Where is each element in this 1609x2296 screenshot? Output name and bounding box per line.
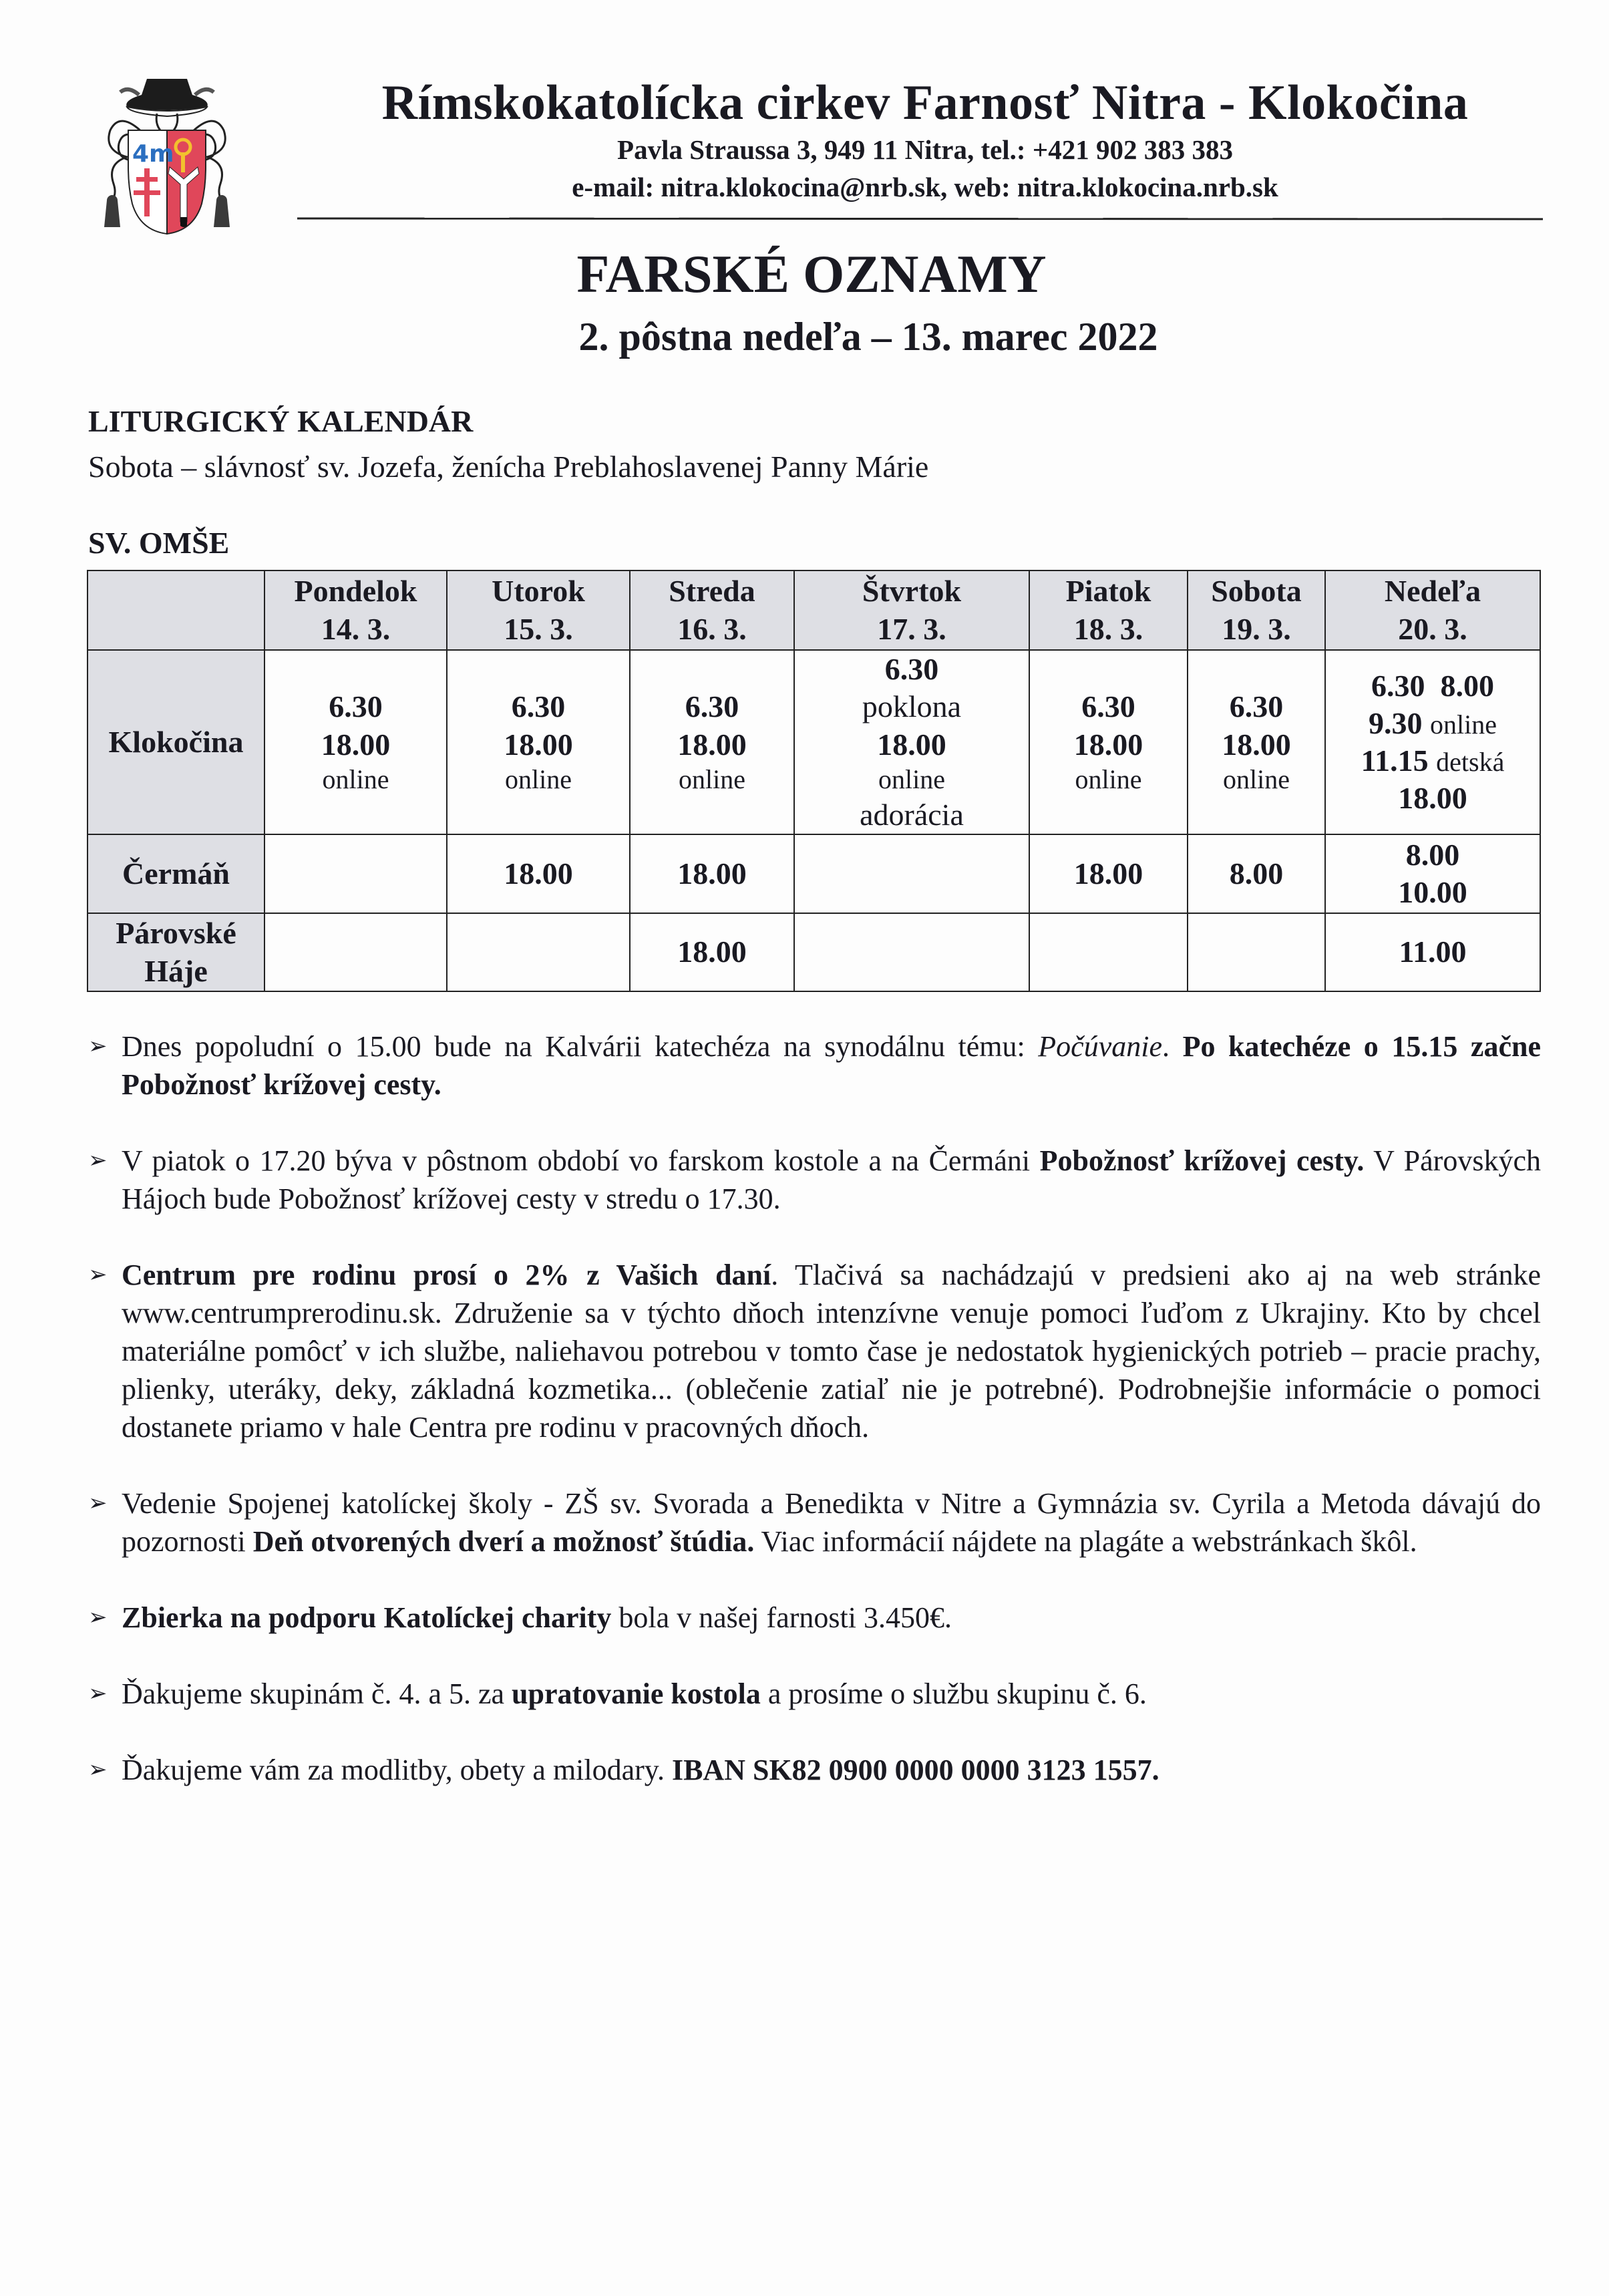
arrow-bullet-icon: ➢	[88, 1604, 108, 1631]
document-title: FARSKÉ OZNAMY	[576, 245, 1047, 304]
announcement-item: ➢ Ďakujeme vám za modlitby, obety a milodary. IBAN SK82 0900 0000 0000 3123 1557.	[88, 1751, 1541, 1789]
table-row-klokocina	[87, 650, 1540, 834]
mass-cell: 8.00 10.00	[1325, 834, 1540, 913]
mass-cell	[794, 834, 1029, 913]
arrow-bullet-icon: ➢	[88, 1680, 108, 1707]
table-row-parovske-haje	[87, 913, 1540, 991]
announcement-item: ➢ Zbierka na podporu Katolíckej charity bola v našej farnosti 3.450€.	[88, 1599, 1541, 1637]
mass-cell: 11.00	[1325, 913, 1540, 991]
mass-cell: 6.30 18.00 online	[264, 650, 447, 834]
announcement-item: ➢ Centrum pre rodinu prosí o 2% z Vašich daní. Tlačivá sa nachádzajú v predsieni ako aj na web stránke www.centrumprerodinu.sk. Združenie sa v týchto dňoch intenzívne venuje pomoci ľuďom z Ukrajiny. Kto by chcel materiálne pomôcť v ich službe, naliehavou potrebou v tomto čase je nedostatok hygienických potrieb – pracie prachy, plienky, uteráky, deky, základná kozmetika... (oblečenie zatiaľ nie je potrebné). Podrobnejšie informácie o pomoci dostanete priamo v hale Centra pre rodinu v pracovných dňoch.	[88, 1256, 1541, 1446]
parish-coat-of-arms-logo	[94, 67, 240, 237]
mass-cell	[1029, 913, 1188, 991]
day-header-wednesday: Streda 16. 3.	[630, 570, 794, 650]
document-subtitle: 2. pôstna nedeľa – 13. marec 2022	[578, 315, 1158, 359]
arrow-bullet-icon: ➢	[88, 1490, 108, 1516]
mass-cell: 6.30 18.00 online	[630, 650, 794, 834]
place-label: Čermáň	[87, 834, 264, 913]
mass-cell: 18.00	[630, 834, 794, 913]
day-header-sunday: Nedeľa 20. 3.	[1325, 570, 1540, 650]
arrow-bullet-icon: ➢	[88, 1756, 108, 1783]
organization-contact: e-mail: nitra.klokocina@nrb.sk, web: nitra.klokocina.nrb.sk	[572, 172, 1278, 202]
svg-text:4m: 4m	[132, 140, 174, 168]
mass-cell: 6.30 18.00 online	[447, 650, 630, 834]
table-row-cerman	[87, 834, 1540, 913]
organization-address: Pavla Straussa 3, 949 11 Nitra, tel.: +421 902 383 383	[617, 134, 1233, 165]
mass-cell: 8.00	[1188, 834, 1325, 913]
organization-title: Rímskokatolícka cirkev Farnosť Nitra - Klokočina	[381, 75, 1469, 130]
arrow-bullet-icon: ➢	[88, 1147, 108, 1174]
table-header-row	[87, 570, 1540, 650]
mass-cell	[794, 913, 1029, 991]
arrow-bullet-icon: ➢	[88, 1033, 108, 1059]
mass-cell: 6.30 18.00 online	[1029, 650, 1188, 834]
mass-cell	[447, 913, 630, 991]
mass-cell	[1188, 913, 1325, 991]
mass-cell	[264, 913, 447, 991]
coat-of-arms-icon	[94, 67, 240, 237]
liturgical-calendar-heading: LITURGICKÝ KALENDÁR	[88, 404, 474, 438]
corner-cell	[87, 570, 264, 650]
day-header-monday: Pondelok 14. 3.	[264, 570, 447, 650]
announcement-item: ➢ V piatok o 17.20 býva v pôstnom období vo farskom kostole a na Čermáni Pobožnosť krížovej cesty. V Párovských Hájoch bude Pobožnosť krížovej cesty v stredu o 17.30.	[88, 1142, 1541, 1218]
day-header-thursday: Štvrtok 17. 3.	[794, 570, 1029, 650]
announcements-list	[88, 1027, 1541, 1827]
liturgical-calendar-text: Sobota – slávnosť sv. Jozefa, ženícha Preblahoslavenej Panny Márie	[88, 450, 929, 484]
day-header-tuesday: Utorok 15. 3.	[447, 570, 630, 650]
header-divider	[297, 218, 1543, 220]
mass-cell: 6.30 8.00 9.30 online 11.15 detská 18.00	[1325, 650, 1540, 834]
mass-cell: 18.00	[447, 834, 630, 913]
mass-cell: 6.30 18.00 online	[1188, 650, 1325, 834]
mass-schedule-table	[87, 570, 1541, 992]
mass-schedule-heading: SV. OMŠE	[88, 526, 230, 560]
day-header-friday: Piatok 18. 3.	[1029, 570, 1188, 650]
announcement-item: ➢ Vedenie Spojenej katolíckej školy - ZŠ sv. Svorada a Benedikta v Nitre a Gymnázia sv. Cyrila a Metoda dávajú do pozornosti Deň otvorených dverí a možnosť štúdia. Viac informácií nájdete na plagáte a webstránkach škôl.	[88, 1484, 1541, 1561]
mass-cell	[264, 834, 447, 913]
place-label: Párovské Háje	[87, 913, 264, 991]
announcement-item: ➢ Ďakujeme skupinám č. 4. a 5. za upratovanie kostola a prosíme o službu skupinu č. 6.	[88, 1675, 1541, 1713]
mass-cell: 6.30 poklona 18.00 online adorácia	[794, 650, 1029, 834]
place-label: Klokočina	[87, 650, 264, 834]
mass-cell: 18.00	[630, 913, 794, 991]
arrow-bullet-icon: ➢	[88, 1261, 108, 1288]
announcement-item: ➢ Dnes popoludní o 15.00 bude na Kalvárii katechéza na synodálnu tému: Počúvanie. Po katechéze o 15.15 začne Pobožnosť krížovej cesty.	[88, 1027, 1541, 1104]
mass-cell: 18.00	[1029, 834, 1188, 913]
day-header-saturday: Sobota 19. 3.	[1188, 570, 1325, 650]
